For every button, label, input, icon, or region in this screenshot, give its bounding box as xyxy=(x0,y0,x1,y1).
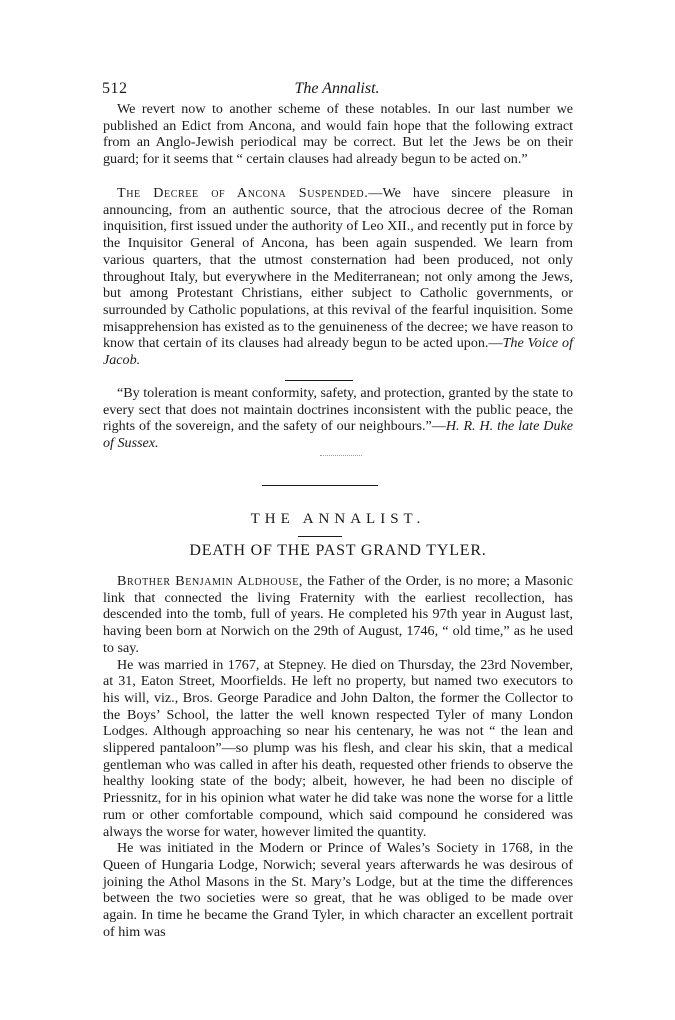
extract-text xyxy=(103,185,573,369)
page-header xyxy=(102,80,572,102)
article-heading: DEATH OF THE PAST GRAND TYLER. xyxy=(189,542,487,559)
quote-paragraph xyxy=(103,385,573,452)
article-body xyxy=(103,573,573,940)
article-para-2: He was married in 1767, at Stepney. He died on Thursday, the 23rd November, at 31, Eaton Street, Moorfields. He left no property, but named two executors to his will, viz., Bros. George Paradice and John Dalton, the former the Collector to the Boys’ School, the latter the well known respected Tyler of many London Lodges. Although approaching so near his centenary, he was not “ the lean and slippered pantaloon”—so plump was his flesh, and clear his skin, that a medical gentleman who was called in after his death, requested other friends to observe the healthy looking state of the body; albeit, however, he had been no disciple of Priessnitz, for in his opinion what water he did take was none the worse for a little rum or other comfortable compound, which said compound he considered was always the worse for water, however limited the quantity. xyxy=(103,656,573,840)
intro-text: We revert now to another scheme of these notables. In our last number we published an Edict from Ancona, and would fain hope that the following extract from an Anglo-Jewish periodical may be correct. But let the Jews be on their guard; for it seems that “ certain clauses had already begun to be acted on.” xyxy=(103,101,573,168)
running-title: The Annalist. xyxy=(294,80,380,97)
extract-source: The Voice of Jacob. xyxy=(103,335,574,369)
article-lead: Brother Benjamin Aldhouse, xyxy=(117,573,304,589)
short-rule xyxy=(285,380,353,381)
section-heading: THE ANNALIST. xyxy=(250,511,426,527)
section-rule xyxy=(262,485,378,486)
extract-title: The Decree of Ancona Suspended. xyxy=(117,185,369,201)
quote-body: “By toleration is meant conformity, safety, and protection, granted by the state to every sect that does not maintain doctrines inconsistent with the public peace, the rights of the sovereign, and the safety of our neighbours.”— xyxy=(103,385,573,435)
heading-rule xyxy=(298,536,342,537)
ornament-divider xyxy=(320,455,362,458)
extract-body: —We have sincere pleasure in announcing, from an authentic source, that the atrocious decree of the Roman inquisition, first issued under the authority of Leo XII., and recently put in force by the Inquisitor General of Ancona, has been again suspended. We learn from various quarters, that the utmost consternation had been produced, not only throughout Italy, but everywhere in the Mediterranean; not only among the Jews, but among Protestant Christians, either subject to Catholic governments, or surrounded by Catholic populations, at this revival of the fearful inquisition. Some misapprehension has existed as to the genuineness of the decree; we have reason to know that certain of its clauses had already begun to be acted upon.— xyxy=(103,185,573,352)
quote-text xyxy=(103,385,573,452)
extract-paragraph xyxy=(103,185,573,369)
article-para-1 xyxy=(103,573,573,657)
intro-paragraph xyxy=(103,101,573,168)
article-para-1-text: the Father of the Order, is no more; a Masonic link that connected the living Fraternity with the earliest recollection, has descended into the tomb, full of years. He completed his 97th year in August last, having been born at Norwich on the 29th of August, 1746, “ old time,” as he used to say. xyxy=(103,573,573,656)
quote-attribution: H. R. H. the late Duke of Sussex. xyxy=(103,418,573,452)
page-number: 512 xyxy=(102,80,128,97)
article-para-3: He was initiated in the Modern or Prince of Wales’s Society in 1768, in the Queen of Hungaria Lodge, Norwich; several years afterwards he was desirous of joining the Athol Masons in the St. Mary’s Lodge, but at the time the differences between the two societies were so great, that he was obliged to be made over again. In time he became the Grand Tyler, in which character an excellent portrait of him was xyxy=(103,840,573,940)
